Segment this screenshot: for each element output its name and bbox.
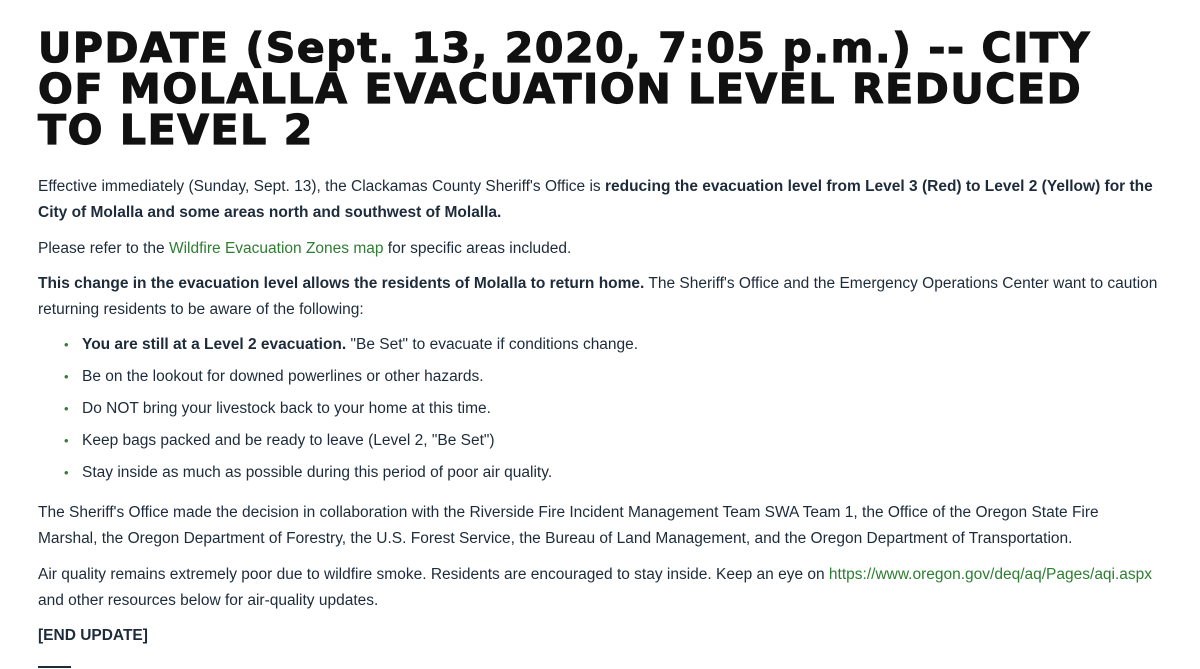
caution-bold-text: This change in the evacuation level allows the residents of Molalla to return home. [38,275,645,292]
air-quality-paragraph [38,562,1162,614]
intro-text: Effective immediately (Sunday, Sept. 13), the Clackamas County Sheriff's Office is [38,178,605,195]
intro-bold-text: reducing the evacuation level from Level 3 (Red) to Level 2 (Yellow) for the City of Molalla and some areas north and southwest of Molalla. [38,178,1153,221]
map-paragraph [38,236,1162,262]
list-item-text: "Be Set" to evacuate if conditions change. [346,336,639,353]
list-item [64,396,1162,422]
collaboration-paragraph: The Sheriff's Office made the decision in collaboration with the Riverside Fire Incident Management Team SWA Team 1, the Office of the Oregon State Fire Marshal, the Oregon Department of Forestry, the U.S. Forest Service, the Bureau of Land Management, and the Oregon Department of Transportation. [38,504,1099,547]
list-item [64,460,1162,486]
list-item-text: Be on the lookout for downed powerlines or other hazards. [82,368,484,385]
map-text-before: Please refer to the [38,240,169,257]
air-quality-link[interactable]: https://www.oregon.gov/deq/aq/Pages/aqi.aspx [828,566,1153,583]
bullet-icon: • [64,433,69,448]
caution-list [38,332,1162,486]
bullet-icon: • [64,465,69,480]
list-item-text: Do NOT bring your livestock back to your home at this time. [82,400,491,417]
list-item [64,332,1162,358]
map-text-after: for specific areas included. [383,240,572,257]
page-title: UPDATE (Sept. 13, 2020, 7:05 p.m.) -- CITY OF MOLALLA EVACUATION LEVEL REDUCED TO LEVEL 2 [38,24,1091,154]
end-update-paragraph [38,623,1162,649]
bullet-icon: • [64,401,69,416]
evacuation-zones-map-link[interactable]: Wildfire Evacuation Zones map [168,240,384,257]
caution-paragraph [38,271,1162,323]
list-item-text: Stay inside as much as possible during this period of poor air quality. [82,464,553,481]
end-update-label: [END UPDATE] [38,627,148,644]
caution-text: The Sheriff's Office and the Emergency Operations Center want to caution returning residents to be aware of the following: [38,275,1158,318]
bullet-icon: • [64,337,69,352]
intro-paragraph [38,174,1162,226]
list-item-text: Keep bags packed and be ready to leave (Level 2, "Be Set") [82,432,495,449]
divider [38,666,71,668]
air-quality-text-after: and other resources below for air-quality updates. [38,592,379,609]
list-item-bold: You are still at a Level 2 evacuation. [82,336,347,353]
list-item [64,428,1162,454]
list-item [64,364,1162,390]
air-quality-text-before: Air quality remains extremely poor due to wildfire smoke. Residents are encouraged to stay inside. Keep an eye on [38,566,829,583]
bullet-icon: • [64,369,69,384]
